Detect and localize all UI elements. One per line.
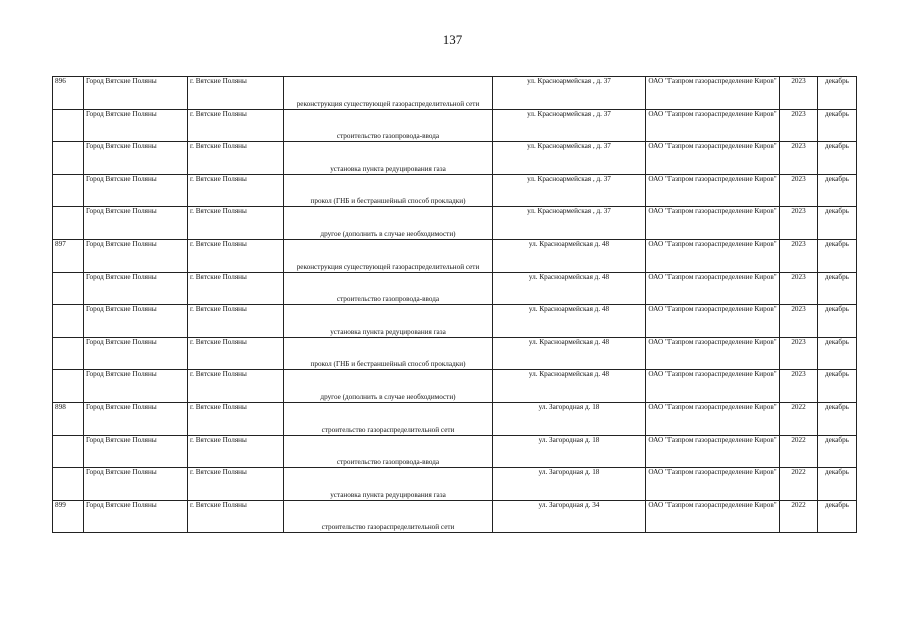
year-cell: 2023: [780, 337, 818, 370]
table-row: [53, 500, 857, 533]
work-type-cell: строительство газораспределительной сети: [284, 402, 493, 435]
month-cell: декабрь: [818, 239, 857, 272]
municipality-cell: Город Вятские Поляны: [84, 435, 188, 468]
row-number-cell: [53, 468, 84, 501]
organization-cell: ОАО "Газпром газораспределение Киров": [646, 500, 780, 533]
table-row: [53, 174, 857, 207]
gasification-schedule-table: [52, 76, 857, 533]
work-type-cell: строительство газопровода-ввода: [284, 109, 493, 142]
work-type-cell: установка пункта редуцирования газа: [284, 305, 493, 338]
settlement-cell: г. Вятские Поляны: [188, 142, 284, 175]
row-number-cell: [53, 272, 84, 305]
month-cell: декабрь: [818, 272, 857, 305]
month-cell: декабрь: [818, 77, 857, 110]
table-row: [53, 142, 857, 175]
settlement-cell: г. Вятские Поляны: [188, 370, 284, 403]
address-cell: ул. Красноармейская , д. 37: [493, 174, 646, 207]
month-cell: декабрь: [818, 468, 857, 501]
address-cell: ул. Красноармейская , д. 37: [493, 77, 646, 110]
work-type-cell: строительство газопровода-ввода: [284, 435, 493, 468]
address-cell: ул. Красноармейская д. 48: [493, 370, 646, 403]
month-cell: декабрь: [818, 174, 857, 207]
address-cell: ул. Красноармейская д. 48: [493, 305, 646, 338]
municipality-cell: Город Вятские Поляны: [84, 402, 188, 435]
table-body: [53, 77, 857, 533]
year-cell: 2023: [780, 305, 818, 338]
month-cell: декабрь: [818, 207, 857, 240]
settlement-cell: г. Вятские Поляны: [188, 109, 284, 142]
organization-cell: ОАО "Газпром газораспределение Киров": [646, 109, 780, 142]
settlement-cell: г. Вятские Поляны: [188, 272, 284, 305]
year-cell: 2022: [780, 402, 818, 435]
organization-cell: ОАО "Газпром газораспределение Киров": [646, 468, 780, 501]
work-type-cell: другое (дополнить в случае необходимости): [284, 207, 493, 240]
month-cell: декабрь: [818, 435, 857, 468]
municipality-cell: Город Вятские Поляны: [84, 174, 188, 207]
work-type-cell: установка пункта редуцирования газа: [284, 468, 493, 501]
row-number-cell: 896: [53, 77, 84, 110]
address-cell: ул. Загородная д. 18: [493, 435, 646, 468]
address-cell: ул. Красноармейская д. 48: [493, 337, 646, 370]
settlement-cell: г. Вятские Поляны: [188, 77, 284, 110]
row-number-cell: [53, 305, 84, 338]
month-cell: декабрь: [818, 500, 857, 533]
settlement-cell: г. Вятские Поляны: [188, 468, 284, 501]
table-row: [53, 435, 857, 468]
settlement-cell: г. Вятские Поляны: [188, 500, 284, 533]
year-cell: 2023: [780, 239, 818, 272]
address-cell: ул. Красноармейская , д. 37: [493, 109, 646, 142]
table-row: [53, 337, 857, 370]
organization-cell: ОАО "Газпром газораспределение Киров": [646, 174, 780, 207]
month-cell: декабрь: [818, 337, 857, 370]
month-cell: декабрь: [818, 370, 857, 403]
organization-cell: ОАО "Газпром газораспределение Киров": [646, 272, 780, 305]
work-type-cell: строительство газопровода-ввода: [284, 272, 493, 305]
work-type-cell: реконструкция существующей газораспределительной сети: [284, 239, 493, 272]
settlement-cell: г. Вятские Поляны: [188, 239, 284, 272]
table-row: [53, 468, 857, 501]
row-number-cell: 899: [53, 500, 84, 533]
organization-cell: ОАО "Газпром газораспределение Киров": [646, 142, 780, 175]
month-cell: декабрь: [818, 142, 857, 175]
address-cell: ул. Красноармейская д. 48: [493, 272, 646, 305]
page-number: 137: [442, 32, 463, 47]
row-number-cell: 897: [53, 239, 84, 272]
municipality-cell: Город Вятские Поляны: [84, 239, 188, 272]
table-row: [53, 370, 857, 403]
organization-cell: ОАО "Газпром газораспределение Киров": [646, 402, 780, 435]
year-cell: 2022: [780, 468, 818, 501]
address-cell: ул. Загородная д. 18: [493, 468, 646, 501]
table-row: [53, 402, 857, 435]
table-row: [53, 272, 857, 305]
municipality-cell: Город Вятские Поляны: [84, 142, 188, 175]
row-number-cell: [53, 207, 84, 240]
year-cell: 2023: [780, 77, 818, 110]
settlement-cell: г. Вятские Поляны: [188, 402, 284, 435]
row-number-cell: [53, 174, 84, 207]
table-row: [53, 77, 857, 110]
work-type-cell: строительство газораспределительной сети: [284, 500, 493, 533]
settlement-cell: г. Вятские Поляны: [188, 305, 284, 338]
row-number-cell: [53, 142, 84, 175]
organization-cell: ОАО "Газпром газораспределение Киров": [646, 207, 780, 240]
organization-cell: ОАО "Газпром газораспределение Киров": [646, 239, 780, 272]
year-cell: 2023: [780, 142, 818, 175]
municipality-cell: Город Вятские Поляны: [84, 109, 188, 142]
settlement-cell: г. Вятские Поляны: [188, 207, 284, 240]
table-row: [53, 239, 857, 272]
year-cell: 2022: [780, 435, 818, 468]
year-cell: 2022: [780, 500, 818, 533]
municipality-cell: Город Вятские Поляны: [84, 370, 188, 403]
month-cell: декабрь: [818, 109, 857, 142]
row-number-cell: [53, 109, 84, 142]
year-cell: 2023: [780, 370, 818, 403]
month-cell: декабрь: [818, 305, 857, 338]
row-number-cell: [53, 337, 84, 370]
municipality-cell: Город Вятские Поляны: [84, 77, 188, 110]
municipality-cell: Город Вятские Поляны: [84, 500, 188, 533]
organization-cell: ОАО "Газпром газораспределение Киров": [646, 77, 780, 110]
organization-cell: ОАО "Газпром газораспределение Киров": [646, 435, 780, 468]
row-number-cell: [53, 370, 84, 403]
year-cell: 2023: [780, 174, 818, 207]
organization-cell: ОАО "Газпром газораспределение Киров": [646, 305, 780, 338]
table-row: [53, 109, 857, 142]
municipality-cell: Город Вятские Поляны: [84, 272, 188, 305]
municipality-cell: Город Вятские Поляны: [84, 337, 188, 370]
table-row: [53, 305, 857, 338]
address-cell: ул. Загородная д. 34: [493, 500, 646, 533]
month-cell: декабрь: [818, 402, 857, 435]
year-cell: 2023: [780, 109, 818, 142]
work-type-cell: прокол (ГНБ и бестраншейный способ прокладки): [284, 174, 493, 207]
address-cell: ул. Красноармейская , д. 37: [493, 207, 646, 240]
work-type-cell: прокол (ГНБ и бестраншейный способ прокладки): [284, 337, 493, 370]
municipality-cell: Город Вятские Поляны: [84, 468, 188, 501]
address-cell: ул. Загородная д. 18: [493, 402, 646, 435]
table-row: [53, 207, 857, 240]
organization-cell: ОАО "Газпром газораспределение Киров": [646, 370, 780, 403]
row-number-cell: 898: [53, 402, 84, 435]
year-cell: 2023: [780, 207, 818, 240]
municipality-cell: Город Вятские Поляны: [84, 207, 188, 240]
work-type-cell: другое (дополнить в случае необходимости): [284, 370, 493, 403]
settlement-cell: г. Вятские Поляны: [188, 337, 284, 370]
work-type-cell: установка пункта редуцирования газа: [284, 142, 493, 175]
organization-cell: ОАО "Газпром газораспределение Киров": [646, 337, 780, 370]
address-cell: ул. Красноармейская д. 48: [493, 239, 646, 272]
row-number-cell: [53, 435, 84, 468]
year-cell: 2023: [780, 272, 818, 305]
settlement-cell: г. Вятские Поляны: [188, 174, 284, 207]
address-cell: ул. Красноармейская , д. 37: [493, 142, 646, 175]
settlement-cell: г. Вятские Поляны: [188, 435, 284, 468]
municipality-cell: Город Вятские Поляны: [84, 305, 188, 338]
work-type-cell: реконструкция существующей газораспределительной сети: [284, 77, 493, 110]
